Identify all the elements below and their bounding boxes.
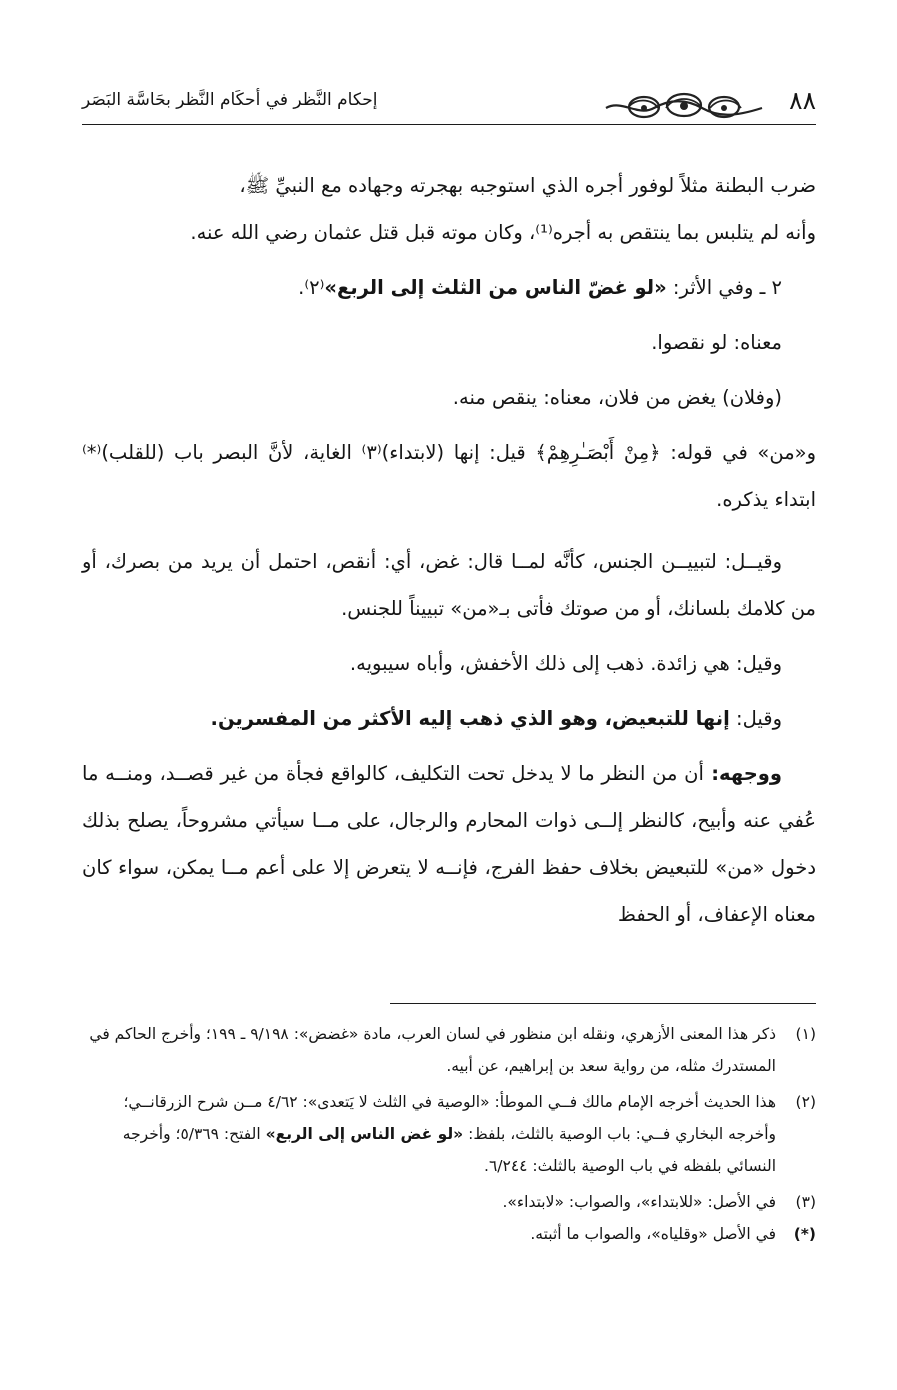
footnote-number: (*) bbox=[793, 1225, 816, 1243]
footnote-text: في الأصل: «للابتداء»، والصواب: «لابتداء». bbox=[502, 1193, 776, 1211]
paragraph-5: و«من» في قوله: ﴿مِنْ أَبْصَـٰرِهِمْ﴾ قيل: إنها (لابتداء)⁽٣⁾ الغاية، لأنَّ البصر باب (للقلب)⁽*⁾ ابتداء يذكره. bbox=[82, 441, 816, 511]
paragraph-8-bold: إنها للتبعيض، وهو الذي ذهب إليه الأكثر من المفسرين. bbox=[210, 707, 730, 730]
paragraph-2-prefix: ٢ ـ وفي الأثر: bbox=[666, 276, 782, 299]
footnote-divider bbox=[390, 1003, 816, 1004]
footnote-number: (٢) bbox=[795, 1093, 816, 1111]
header-ornament-icon bbox=[604, 90, 764, 122]
paragraph-1 bbox=[82, 162, 816, 256]
page-header bbox=[82, 84, 816, 124]
footnote-bold-text: «لو غض الناس إلى الربع» bbox=[265, 1125, 464, 1143]
footnote-number: (١) bbox=[795, 1025, 816, 1043]
running-title: إحكام النَّظر في أحكَام النَّظر بحَاسَّة البَصَر bbox=[82, 90, 378, 110]
paragraph-9-bold: ووجهه: bbox=[703, 762, 782, 785]
paragraph-8-prefix: وقيل: bbox=[729, 707, 782, 730]
paragraph-7: وقيل: هي زائدة. ذهب إلى ذلك الأخفش، وأباه سيبويه. bbox=[349, 652, 782, 675]
paragraph-2 bbox=[82, 264, 816, 311]
paragraph-2-suffix: ⁽٢⁾. bbox=[298, 276, 325, 299]
footnote-1 bbox=[82, 1018, 816, 1082]
footnote-text-suffix: الفتح: ٥/٣٦٩؛ وأخرجه النسائي بلفظه في باب الوصية بالثلث: ٦/٢٤٤. bbox=[122, 1125, 776, 1175]
footnote-text: ذكر هذا المعنى الأزهري، ونقله ابن منظور في لسان العرب، مادة «غضض»: ٩/١٩٨ ـ ١٩٩؛ وأخرج الحاكم في المستدرك مثله، من رواية سعد بن إبراهيم، عن أبيه. bbox=[89, 1025, 776, 1075]
footnote-2 bbox=[82, 1086, 816, 1182]
header-rule bbox=[82, 124, 816, 125]
paragraph-1-line-1: ضرب البطنة مثلاً لوفور أجره الذي استوجبه بهجرته وجهاده مع النبيِّ ﷺ، bbox=[239, 174, 816, 197]
athar-quote: «لو غضّ الناس من الثلث إلى الربع» bbox=[324, 276, 667, 299]
footnote-text-prefix: هذا الحديث أخرجه الإمام مالك فــي الموطأ: «الوصية في الثلث لا يَتعدى»: ٤/٦٢ مــن شرح الزرقانــي؛ وأخرجه البخاري فــي: باب الوصية بالثلث، بلفظ: bbox=[123, 1093, 776, 1143]
main-text bbox=[82, 162, 816, 938]
paragraph-8 bbox=[82, 695, 816, 742]
footnote-text bbox=[123, 1093, 776, 1175]
footnote-3 bbox=[82, 1186, 816, 1218]
page-number: ٨٨ bbox=[789, 86, 816, 115]
footnote-star bbox=[82, 1218, 816, 1250]
footnote-number: (٣) bbox=[795, 1193, 816, 1211]
paragraph-9 bbox=[82, 750, 816, 938]
paragraph-9-text: أن من النظر ما لا يدخل تحت التكليف، كالواقع فجأة من غير قصــد، ومنــه ما عُفي عنه وأبيح، كالنظر إلــى ذوات المحارم والرجال، على مــا سيأتي مشروحاً، يصلح بذلك دخول «من» للتبعيض بخلاف حفظ الفرج، فإنــه لا يتعرض إلا على أعم مــا يمكن، سواء كان معناه الإعفاف، أو الحفظ bbox=[82, 762, 816, 926]
paragraph-1-line-2: وأنه لم يتلبس بما ينتقص به أجره⁽¹⁾، وكان موته قبل قتل عثمان رضي الله عنه. bbox=[190, 221, 816, 244]
paragraph-3: معناه: لو نقصوا. bbox=[651, 331, 782, 354]
footnotes bbox=[82, 1018, 816, 1250]
footnote-text: في الأصل «وقلياه»، والصواب ما أثبته. bbox=[530, 1225, 776, 1243]
paragraph-4: (وفلان) يغض من فلان، معناه: ينقص منه. bbox=[452, 386, 782, 409]
paragraph-6: وقيــل: لتبييــن الجنس، كأنَّه لمــا قال: غض، أي: أنقص، احتمل أن يريد من بصرك، أو من كلامك بلسانك، أو من صوتك فأتى بـ«من» تبييناً للجنس. bbox=[82, 550, 816, 620]
